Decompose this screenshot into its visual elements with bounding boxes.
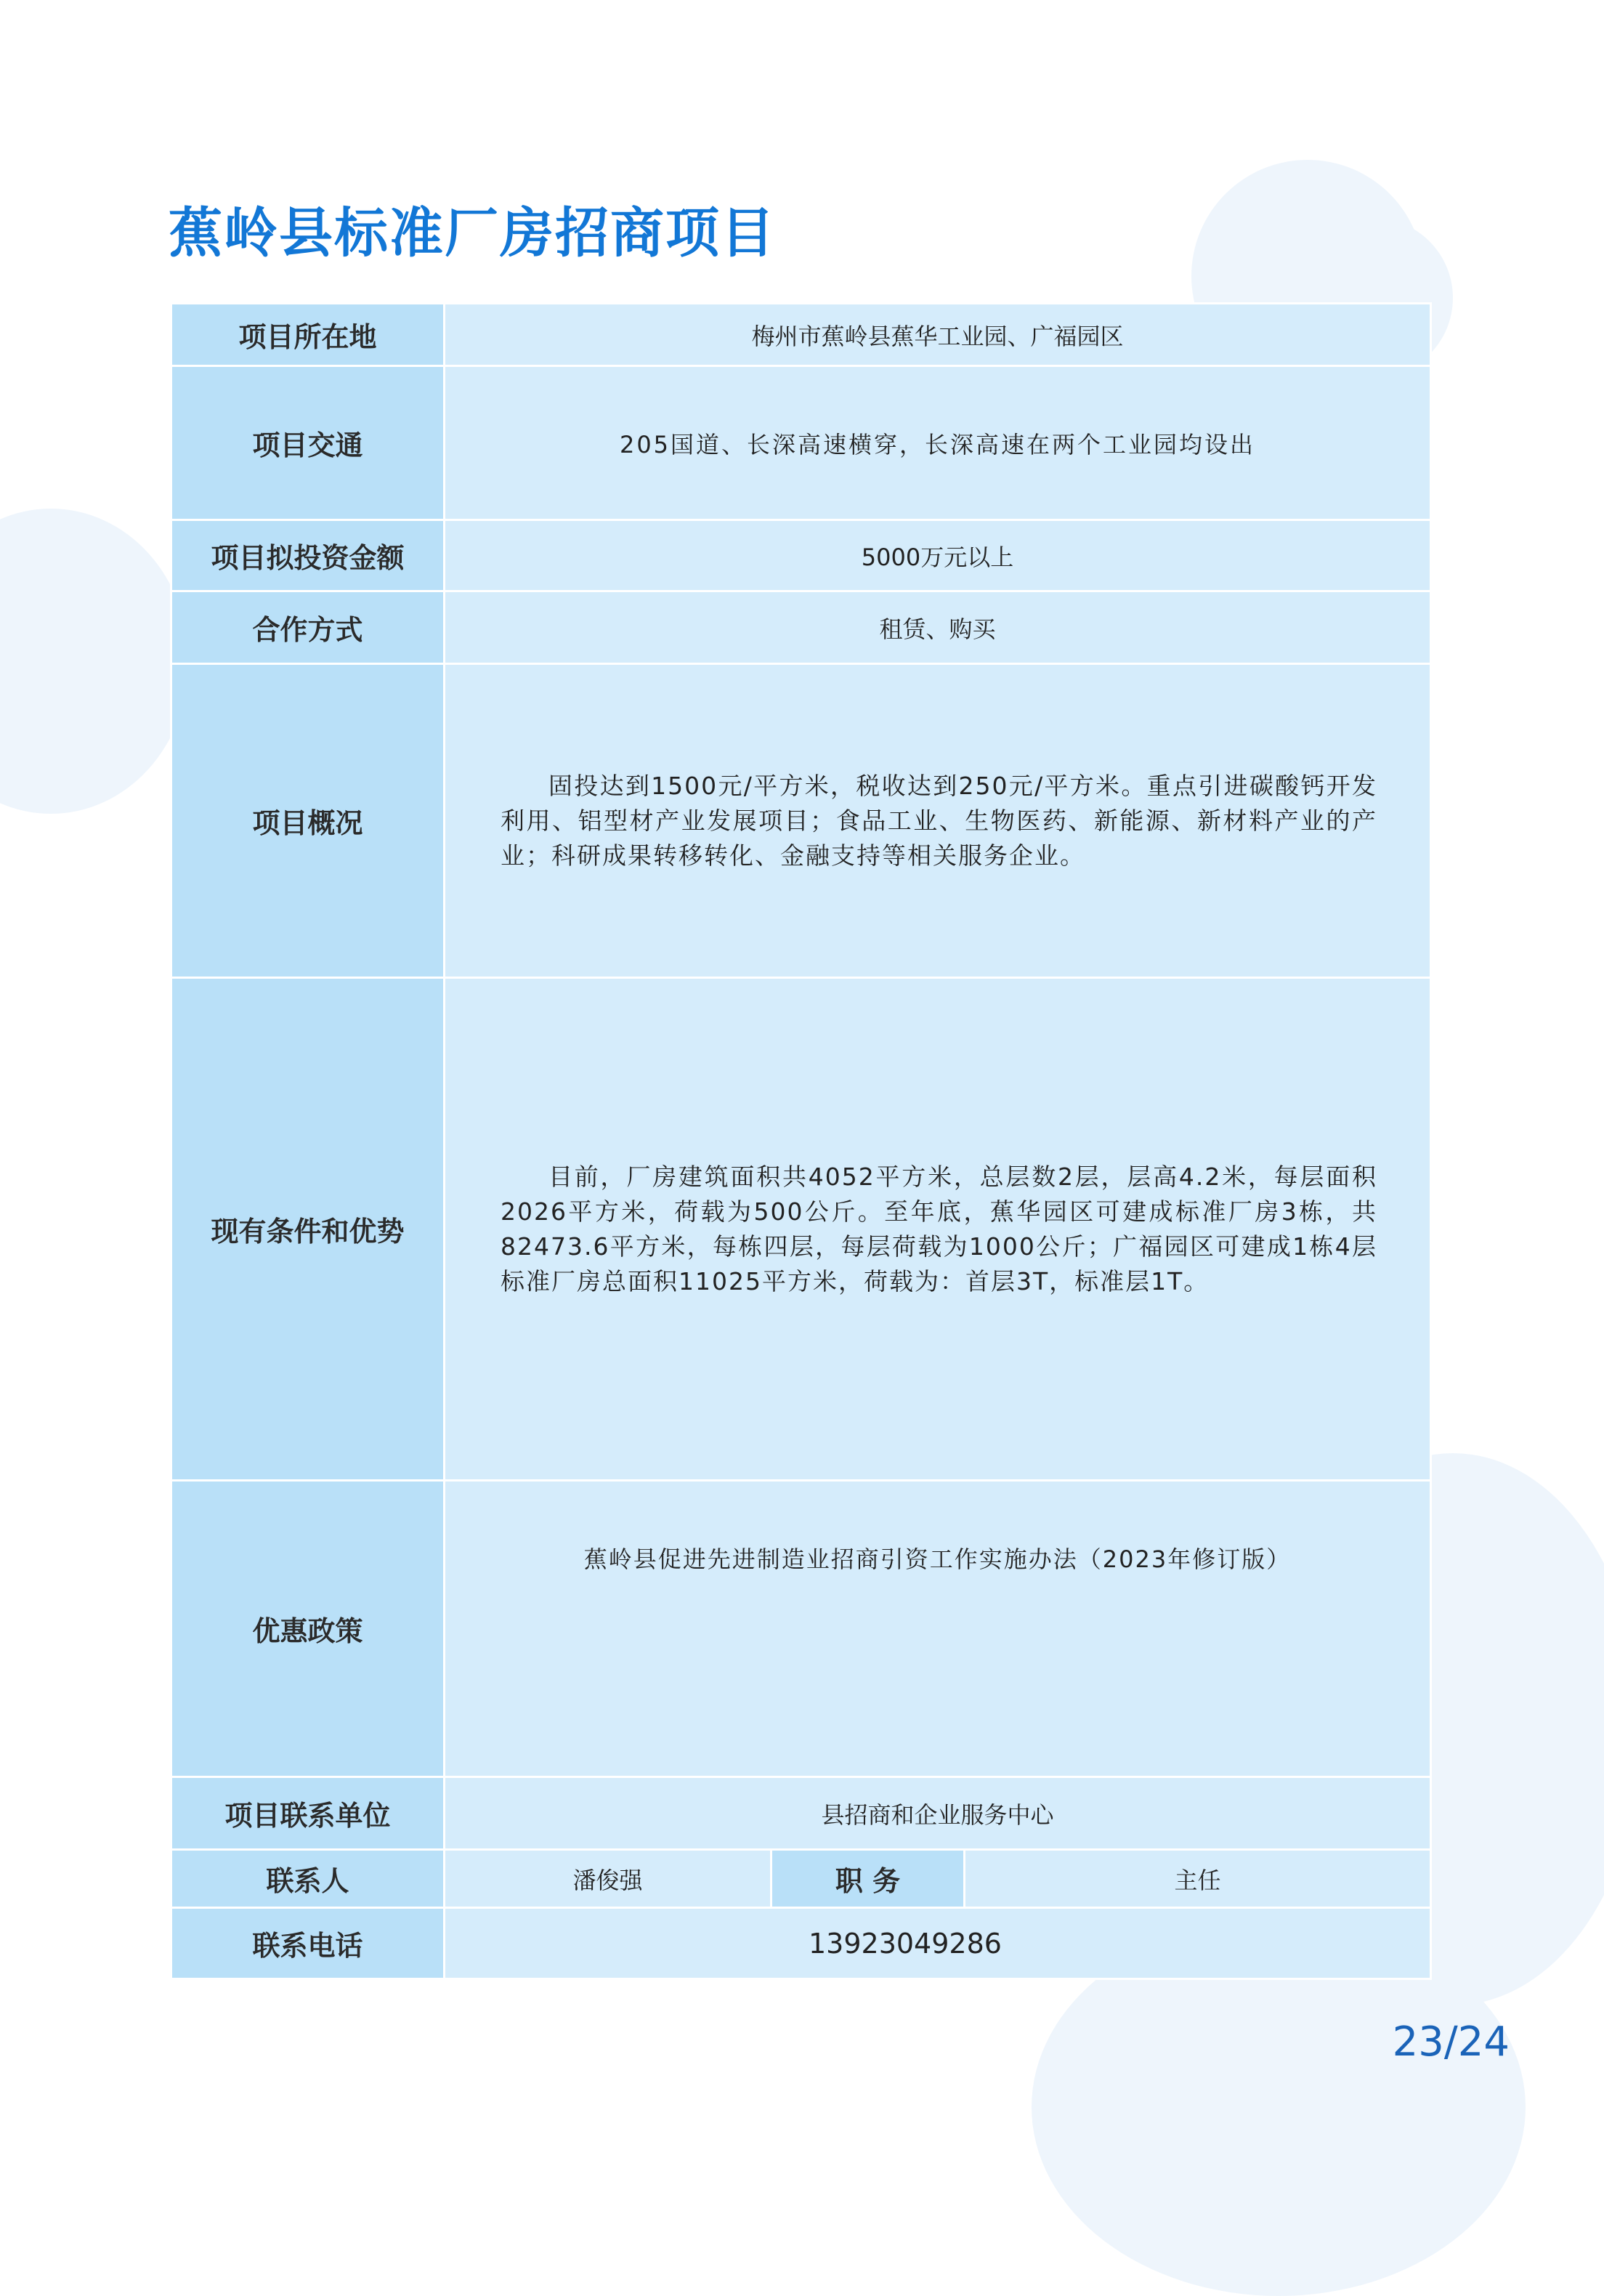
value-cooperation: 租赁、购买 (445, 591, 1431, 664)
table-row (171, 591, 1431, 664)
label-position: 职 务 (771, 1850, 965, 1908)
table-row (171, 304, 1431, 366)
label-overview: 项目概况 (171, 664, 445, 978)
label-cooperation: 合作方式 (171, 591, 445, 664)
page-title: 蕉岭县标准厂房招商项目 (169, 202, 776, 264)
value-conditions (445, 978, 1431, 1481)
value-transport: 205国道、长深高速横穿，长深高速在两个工业园均设出 (445, 366, 1431, 520)
value-contact-unit: 县招商和企业服务中心 (445, 1777, 1431, 1850)
phone-number: 13923049286 (809, 1927, 1002, 1960)
policy-text: 蕉岭县促进先进制造业招商引资工作实施办法（2023年修订版） (583, 1545, 1292, 1573)
label-policy: 优惠政策 (171, 1481, 445, 1777)
label-phone: 联系电话 (171, 1908, 445, 1979)
label-contact-person: 联系人 (171, 1850, 445, 1908)
conditions-text: 目前，厂房建筑面积共4052平方米，总层数2层，层高4.2米，每层面积2026平方米，荷载为500公斤。至年底，蕉华园区可建成标准厂房3栋，共82473.6平方米，每栋四层，每层荷载为1000公斤；广福园区可建成1栋4层标准厂房总面积11025平方米，荷载为：首层3T，标准层1T。 (501, 1162, 1377, 1295)
value-phone (445, 1908, 1431, 1979)
label-transport: 项目交通 (171, 366, 445, 520)
table-row (171, 520, 1431, 591)
table-row (171, 664, 1431, 978)
value-investment: 5000万元以上 (445, 520, 1431, 591)
page-number: 23/24 (1392, 2018, 1510, 2066)
label-conditions: 现有条件和优势 (171, 978, 445, 1481)
value-position: 主任 (965, 1850, 1431, 1908)
value-location: 梅州市蕉岭县蕉华工业园、广福园区 (445, 304, 1431, 366)
table-row (171, 1850, 1431, 1908)
background-decoration (0, 509, 189, 814)
label-location: 项目所在地 (171, 304, 445, 366)
overview-text: 固投达到1500元/平方米，税收达到250元/平方米。重点引进碳酸钙开发利用、铝型材产业发展项目；食品工业、生物医药、新能源、新材料产业的产业；科研成果转移转化、金融支持等相关服务企业。 (501, 771, 1377, 870)
table-row (171, 1777, 1431, 1850)
table-row (171, 366, 1431, 520)
label-contact-unit: 项目联系单位 (171, 1777, 445, 1850)
table-row (171, 1908, 1431, 1979)
project-info-table (170, 302, 1432, 1980)
value-policy (445, 1481, 1431, 1777)
value-contact-person: 潘俊强 (445, 1850, 771, 1908)
value-overview (445, 664, 1431, 978)
table-row (171, 978, 1431, 1481)
label-investment: 项目拟投资金额 (171, 520, 445, 591)
table-row (171, 1481, 1431, 1777)
